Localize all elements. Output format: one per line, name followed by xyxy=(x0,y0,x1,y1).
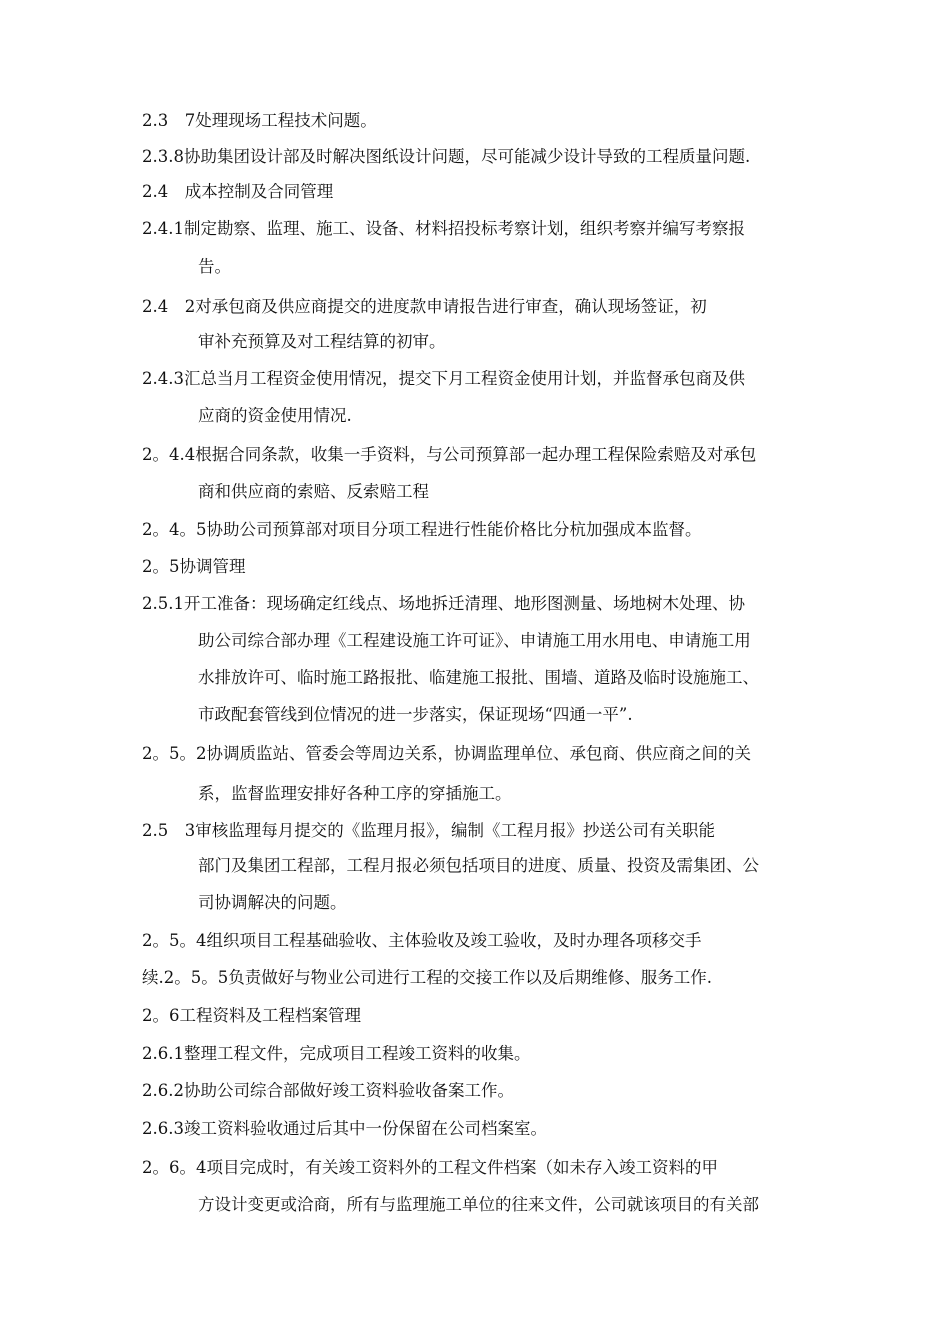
text-line: 审补充预算及对工程结算的初审。 xyxy=(198,332,446,351)
text-line: 2。5。4组织项目工程基础验收、主体验收及竣工验收，及时办理各项移交手 xyxy=(142,931,702,950)
text-line: 水排放许可、临时施工路报批、临建施工报批、围墙、道路及临时设施施工、 xyxy=(198,668,759,687)
section-heading: 2。5协调管理 xyxy=(142,557,246,576)
text-line: 2。4.4根据合同条款，收集一手资料，与公司预算部一起办理工程保险索赔及对承包 xyxy=(142,445,757,464)
text-line: 2.5 3审核监理每月提交的《监理月报》，编制《工程月报》抄送公司有关职能 xyxy=(142,821,715,840)
text-line: 方设计变更或洽商，所有与监理施工单位的往来文件，公司就该项目的有关部 xyxy=(198,1195,759,1214)
text-line: 2.3 7处理现场工程技术问题。 xyxy=(142,111,377,130)
text-line: 系，监督监理安排好各种工序的穿插施工。 xyxy=(198,784,512,803)
text-line: 续.2。5。5负责做好与物业公司进行工程的交接工作以及后期维修、服务工作. xyxy=(142,968,712,987)
section-heading: 2。6工程资料及工程档案管理 xyxy=(142,1006,361,1025)
text-line: 部门及集团工程部，工程月报必须包括项目的进度、质量、投资及需集团、公 xyxy=(198,856,759,875)
text-line: 2.4.3汇总当月工程资金使用情况，提交下月工程资金使用计划，并监督承包商及供 xyxy=(142,369,745,388)
text-line: 2。4。5协助公司预算部对项目分项工程进行性能价格比分杭加强成本监督。 xyxy=(142,520,702,539)
section-heading: 2.4 成本控制及合同管理 xyxy=(142,182,334,201)
text-line: 2.4.1制定勘察、监理、施工、设备、材料招投标考察计划，组织考察并编写考察报 xyxy=(142,219,745,238)
text-line: 2.3.8协助集团设计部及时解决图纸设计问题，尽可能减少设计导致的工程质量问题. xyxy=(142,147,751,166)
text-line: 2.6.1整理工程文件，完成项目工程竣工资料的收集。 xyxy=(142,1044,531,1063)
text-line: 市政配套管线到位情况的进一步落实，保证现场“四通一平”. xyxy=(198,705,633,724)
text-line: 商和供应商的索赔、反索赔工程 xyxy=(198,482,429,501)
text-line: 2。5。2协调质监站、管委会等周边关系，协调监理单位、承包商、供应商之间的关 xyxy=(142,744,751,763)
text-line: 2.4 2对承包商及供应商提交的进度款申请报告进行审查，确认现场签证，初 xyxy=(142,297,707,316)
text-line: 2.6.3竣工资料验收通过后其中一份保留在公司档案室。 xyxy=(142,1119,547,1138)
text-line: 助公司综合部办理《工程建设施工许可证》、申请施工用水用电、申请施工用 xyxy=(198,631,751,650)
text-line: 司协调解决的问题。 xyxy=(198,893,347,912)
text-line: 告。 xyxy=(198,257,231,276)
text-line: 2.6.2协助公司综合部做好竣工资料验收备案工作。 xyxy=(142,1081,514,1100)
text-line: 2.5.1开工准备：现场确定红线点、场地拆迁清理、地形图测量、场地树木处理、协 xyxy=(142,594,745,613)
text-line: 2。6。4项目完成时，有关竣工资料外的工程文件档案（如未存入竣工资料的甲 xyxy=(142,1158,718,1177)
text-line: 应商的资金使用情况. xyxy=(198,406,352,425)
